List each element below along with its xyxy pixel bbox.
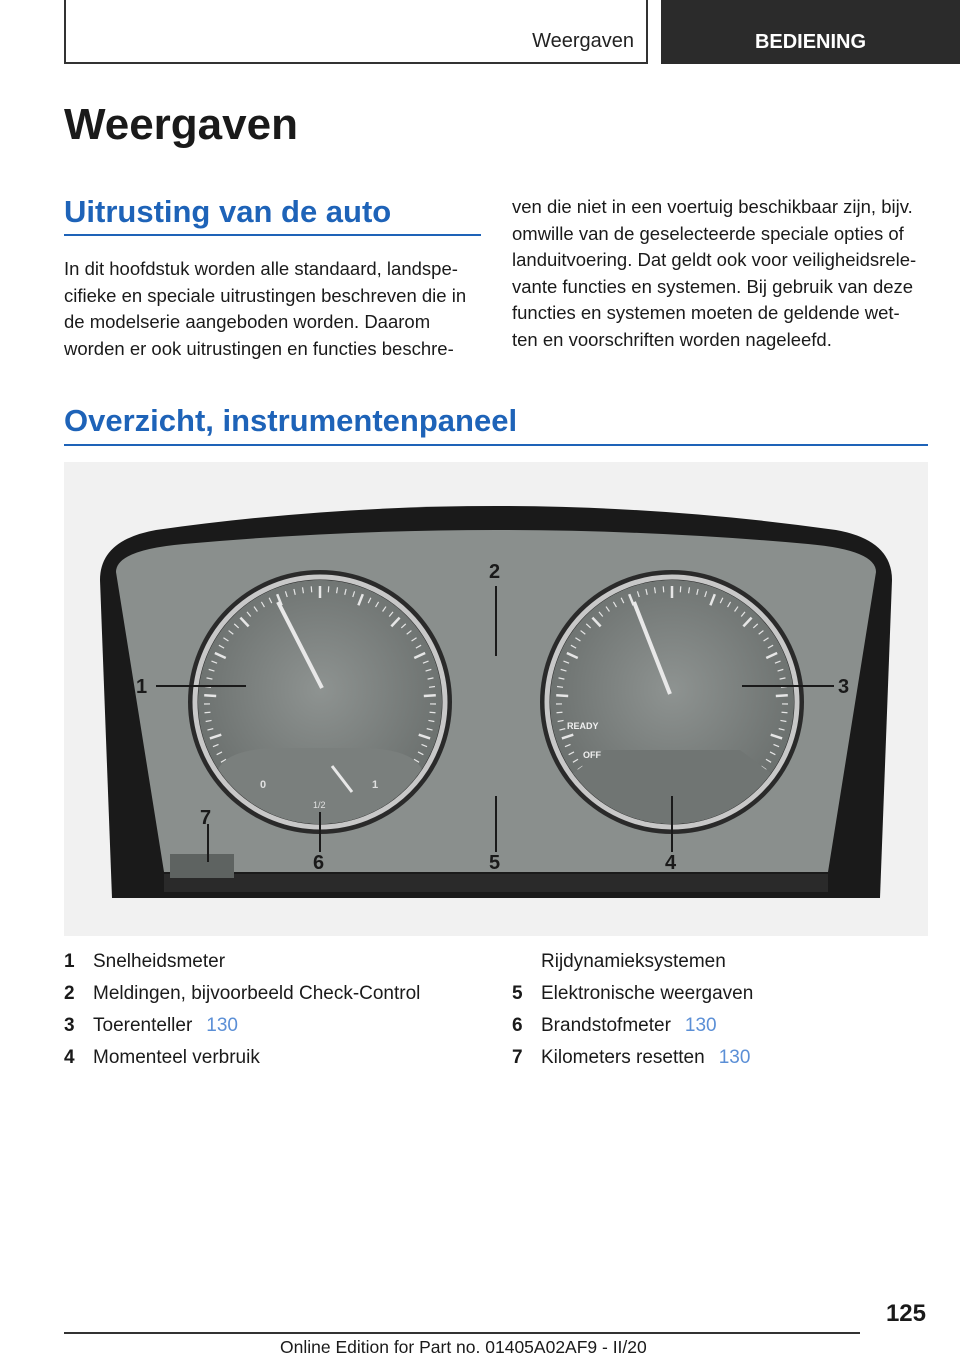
- legend-item: [512, 1042, 753, 1074]
- dial-tick: [557, 687, 563, 688]
- legend-text: Toerenteller: [93, 1015, 193, 1036]
- text-line: landuitvoering. Dat geldt ook voor veiligheidsrele-: [512, 249, 917, 270]
- instrument-cluster-figure: [64, 462, 928, 936]
- legend-number: [512, 946, 541, 978]
- header-section-name: Weergaven: [532, 30, 634, 52]
- legend-text: Meldingen, bijvoorbeeld Check-Control: [93, 983, 421, 1004]
- callout-1: 1: [136, 676, 148, 698]
- text-line: In dit hoofdstuk worden alle standaard, landspe-: [64, 258, 458, 279]
- fuel-label-full: 1: [372, 779, 379, 791]
- page-number: 125: [885, 1300, 926, 1327]
- legend-right: [512, 946, 753, 1074]
- legend-item: [64, 1010, 420, 1042]
- legend-number: 7: [512, 1047, 523, 1068]
- footer-edition-text: Online Edition for Part no. 01405A02AF9 - II/20: [280, 1337, 647, 1357]
- legend-left: [64, 946, 420, 1074]
- legend-item: [64, 1042, 420, 1074]
- dial-tick: [205, 712, 211, 713]
- legend-number: 2: [64, 983, 75, 1004]
- text-line: worden er ook uitrustingen en functies beschre-: [64, 337, 454, 359]
- callout-4: 4: [665, 852, 677, 874]
- section-rule-equipment: [64, 234, 481, 236]
- text-line: ven die niet in een voertuig beschikbaar zijn, bijv.: [512, 196, 913, 217]
- off-label: OFF: [583, 750, 601, 760]
- legend-number: 6: [512, 1015, 523, 1036]
- legend-item: [64, 978, 420, 1010]
- legend-text: Elektronische weergaven: [541, 983, 754, 1004]
- legend-number: 5: [512, 983, 523, 1004]
- legend-item: [512, 978, 753, 1010]
- dial-tick: [776, 695, 788, 696]
- dial-tick: [556, 695, 568, 696]
- dial-tick: [430, 712, 436, 713]
- section-rule-overview: [64, 444, 928, 446]
- fuel-label-half: 1/2: [313, 800, 326, 810]
- dial-tick: [782, 712, 788, 713]
- legend-item: [512, 1010, 753, 1042]
- text-line: vante functies en systemen. Bij gebruik van deze: [512, 275, 914, 297]
- text-line: de modelserie aangeboden worden. Daarom: [64, 311, 431, 332]
- header-chapter-tab: [661, 0, 960, 64]
- callout-5: 5: [489, 852, 501, 874]
- legend-number: 1: [64, 951, 75, 972]
- legend-number: 3: [64, 1015, 75, 1036]
- footer-rule: [64, 1332, 860, 1334]
- dial-tick: [429, 687, 435, 688]
- legend-item: [64, 946, 420, 978]
- legend-item: [512, 946, 753, 978]
- legend-text: Snelheidsmeter: [93, 951, 226, 972]
- callout-7: 7: [200, 807, 212, 829]
- instrument-cluster-illustration: [64, 462, 928, 936]
- dial-tick: [424, 695, 436, 696]
- page-reference-link[interactable]: 130: [206, 1015, 238, 1036]
- callout-3: 3: [838, 676, 850, 698]
- header-chapter-label: BEDIENING: [754, 31, 867, 53]
- dial-tick: [557, 712, 563, 713]
- reset-button-shape: [170, 854, 234, 878]
- legend-number: 4: [64, 1047, 75, 1068]
- page-reference-link[interactable]: 130: [684, 1015, 717, 1036]
- legend-text: Rijdynamieksystemen: [541, 951, 726, 972]
- text-line: cifieke en speciale uitrustingen beschreven die in: [64, 284, 467, 306]
- text-line: ten en voorschriften worden nageleefd.: [512, 328, 832, 350]
- callout-2: 2: [489, 561, 501, 583]
- fuel-label-empty: 0: [260, 779, 267, 791]
- ready-label: READY: [567, 721, 599, 731]
- dial-tick: [204, 695, 216, 696]
- page-title: Weergaven: [64, 100, 298, 149]
- section-title-overview: Overzicht, instrumentenpaneel: [64, 403, 518, 438]
- legend-text: Kilometers resetten: [541, 1047, 705, 1068]
- cluster-bottom-strip: [164, 874, 828, 892]
- section-title-equipment: Uitrusting van de auto: [64, 194, 392, 229]
- text-line: functies en systemen moeten de geldende wet-: [512, 302, 900, 323]
- equipment-text-col2: [512, 194, 932, 353]
- legend-text: Brandstofmeter: [541, 1015, 671, 1036]
- text-line: omwille van de geselecteerde speciale opties of: [512, 222, 904, 244]
- legend-text: Momenteel verbruik: [93, 1047, 260, 1068]
- equipment-text-col1: [64, 256, 484, 362]
- page-reference-link[interactable]: 130: [718, 1047, 751, 1068]
- callout-6: 6: [313, 852, 325, 874]
